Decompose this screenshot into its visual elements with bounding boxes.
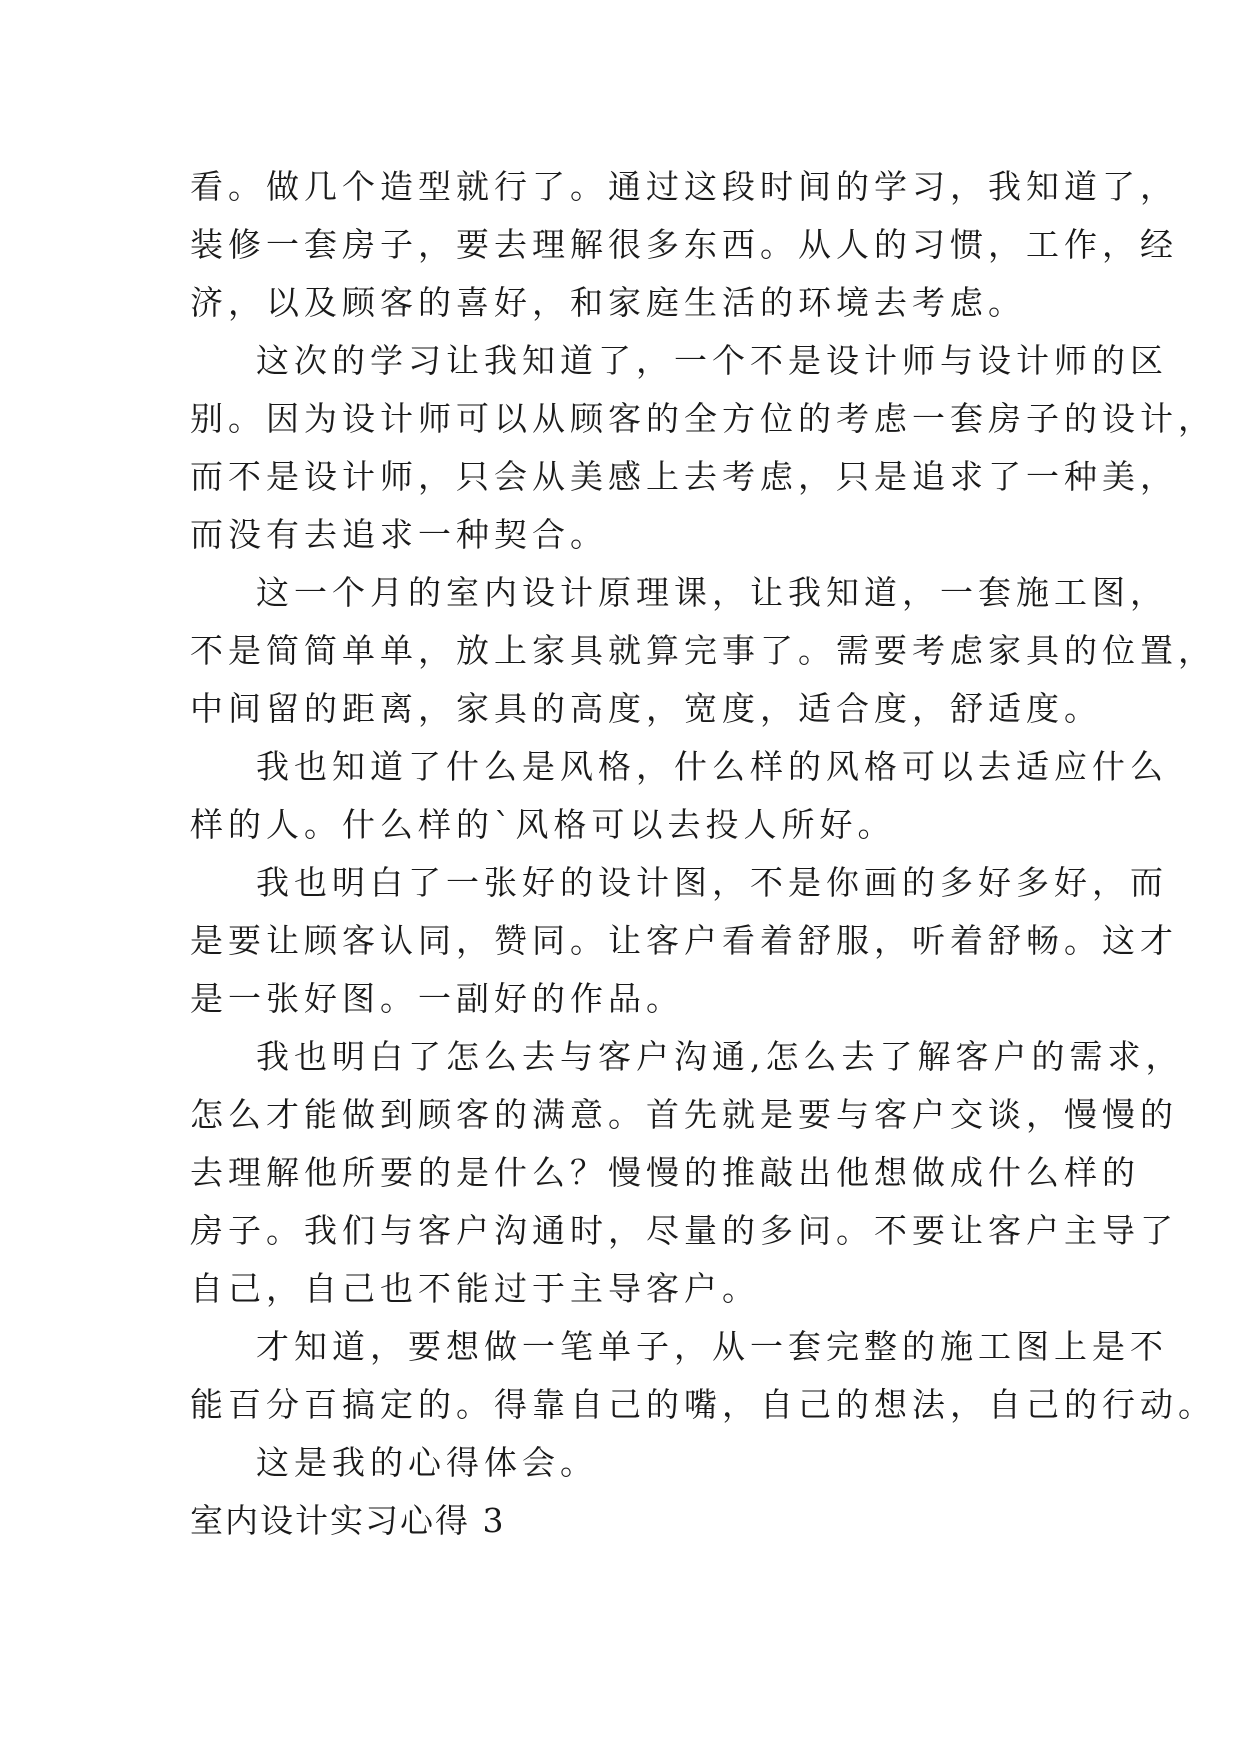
- text-line: 别。因为设计师可以从顾客的全方位的考虑一套房子的设计，: [190, 399, 1216, 438]
- text-line: 自己，自己也不能过于主导客户。: [190, 1269, 760, 1308]
- text-line: 看。做几个造型就行了。通过这段时间的学习，我知道了，: [190, 167, 1178, 206]
- text-line: 能百分百搞定的。得靠自己的嘴，自己的想法，自己的行动。: [190, 1385, 1216, 1424]
- text-line: 是要让顾客认同，赞同。让客户看着舒服，听着舒畅。这才: [190, 921, 1178, 960]
- paragraph-first-line: 这一个月的室内设计原理课，让我知道，一套施工图，: [256, 573, 1168, 612]
- paragraph-first-line: 这是我的心得体会。: [256, 1443, 598, 1482]
- paragraph-first-line: 我也知道了什么是风格，什么样的风格可以去适应什么: [256, 747, 1168, 786]
- text-line: 装修一套房子，要去理解很多东西。从人的习惯，工作，经: [190, 225, 1178, 264]
- text-line: 济，以及顾客的喜好，和家庭生活的环境去考虑。: [190, 283, 1026, 322]
- text-line: 样的人。什么样的`风格可以去投人所好。: [190, 805, 896, 844]
- text-line: 去理解他所要的是什么？慢慢的推敲出他想做成什么样的: [190, 1153, 1140, 1192]
- document-body: [190, 158, 1216, 1550]
- paragraph-first-line: 我也明白了一张好的设计图，不是你画的多好多好，而: [256, 863, 1168, 902]
- paragraph-first-line: 这次的学习让我知道了，一个不是设计师与设计师的区: [256, 341, 1168, 380]
- paragraph-first-line: 才知道，要想做一笔单子，从一套完整的施工图上是不: [256, 1327, 1168, 1366]
- text-line: 房子。我们与客户沟通时，尽量的多问。不要让客户主导了: [190, 1211, 1178, 1250]
- paragraph-first-line: 我也明白了怎么去与客户沟通,怎么去了解客户的需求，: [256, 1037, 1184, 1076]
- text-line: 不是简简单单，放上家具就算完事了。需要考虑家具的位置，: [190, 631, 1216, 670]
- text-line: 怎么才能做到顾客的满意。首先就是要与客户交谈，慢慢的: [190, 1095, 1178, 1134]
- text-line: 是一张好图。一副好的作品。: [190, 979, 684, 1018]
- text-line: 而没有去追求一种契合。: [190, 515, 608, 554]
- section-heading: 室内设计实习心得 3: [190, 1501, 506, 1540]
- text-line: 中间留的距离，家具的高度，宽度，适合度，舒适度。: [190, 689, 1102, 728]
- text-line: 而不是设计师，只会从美感上去考虑，只是追求了一种美，: [190, 457, 1178, 496]
